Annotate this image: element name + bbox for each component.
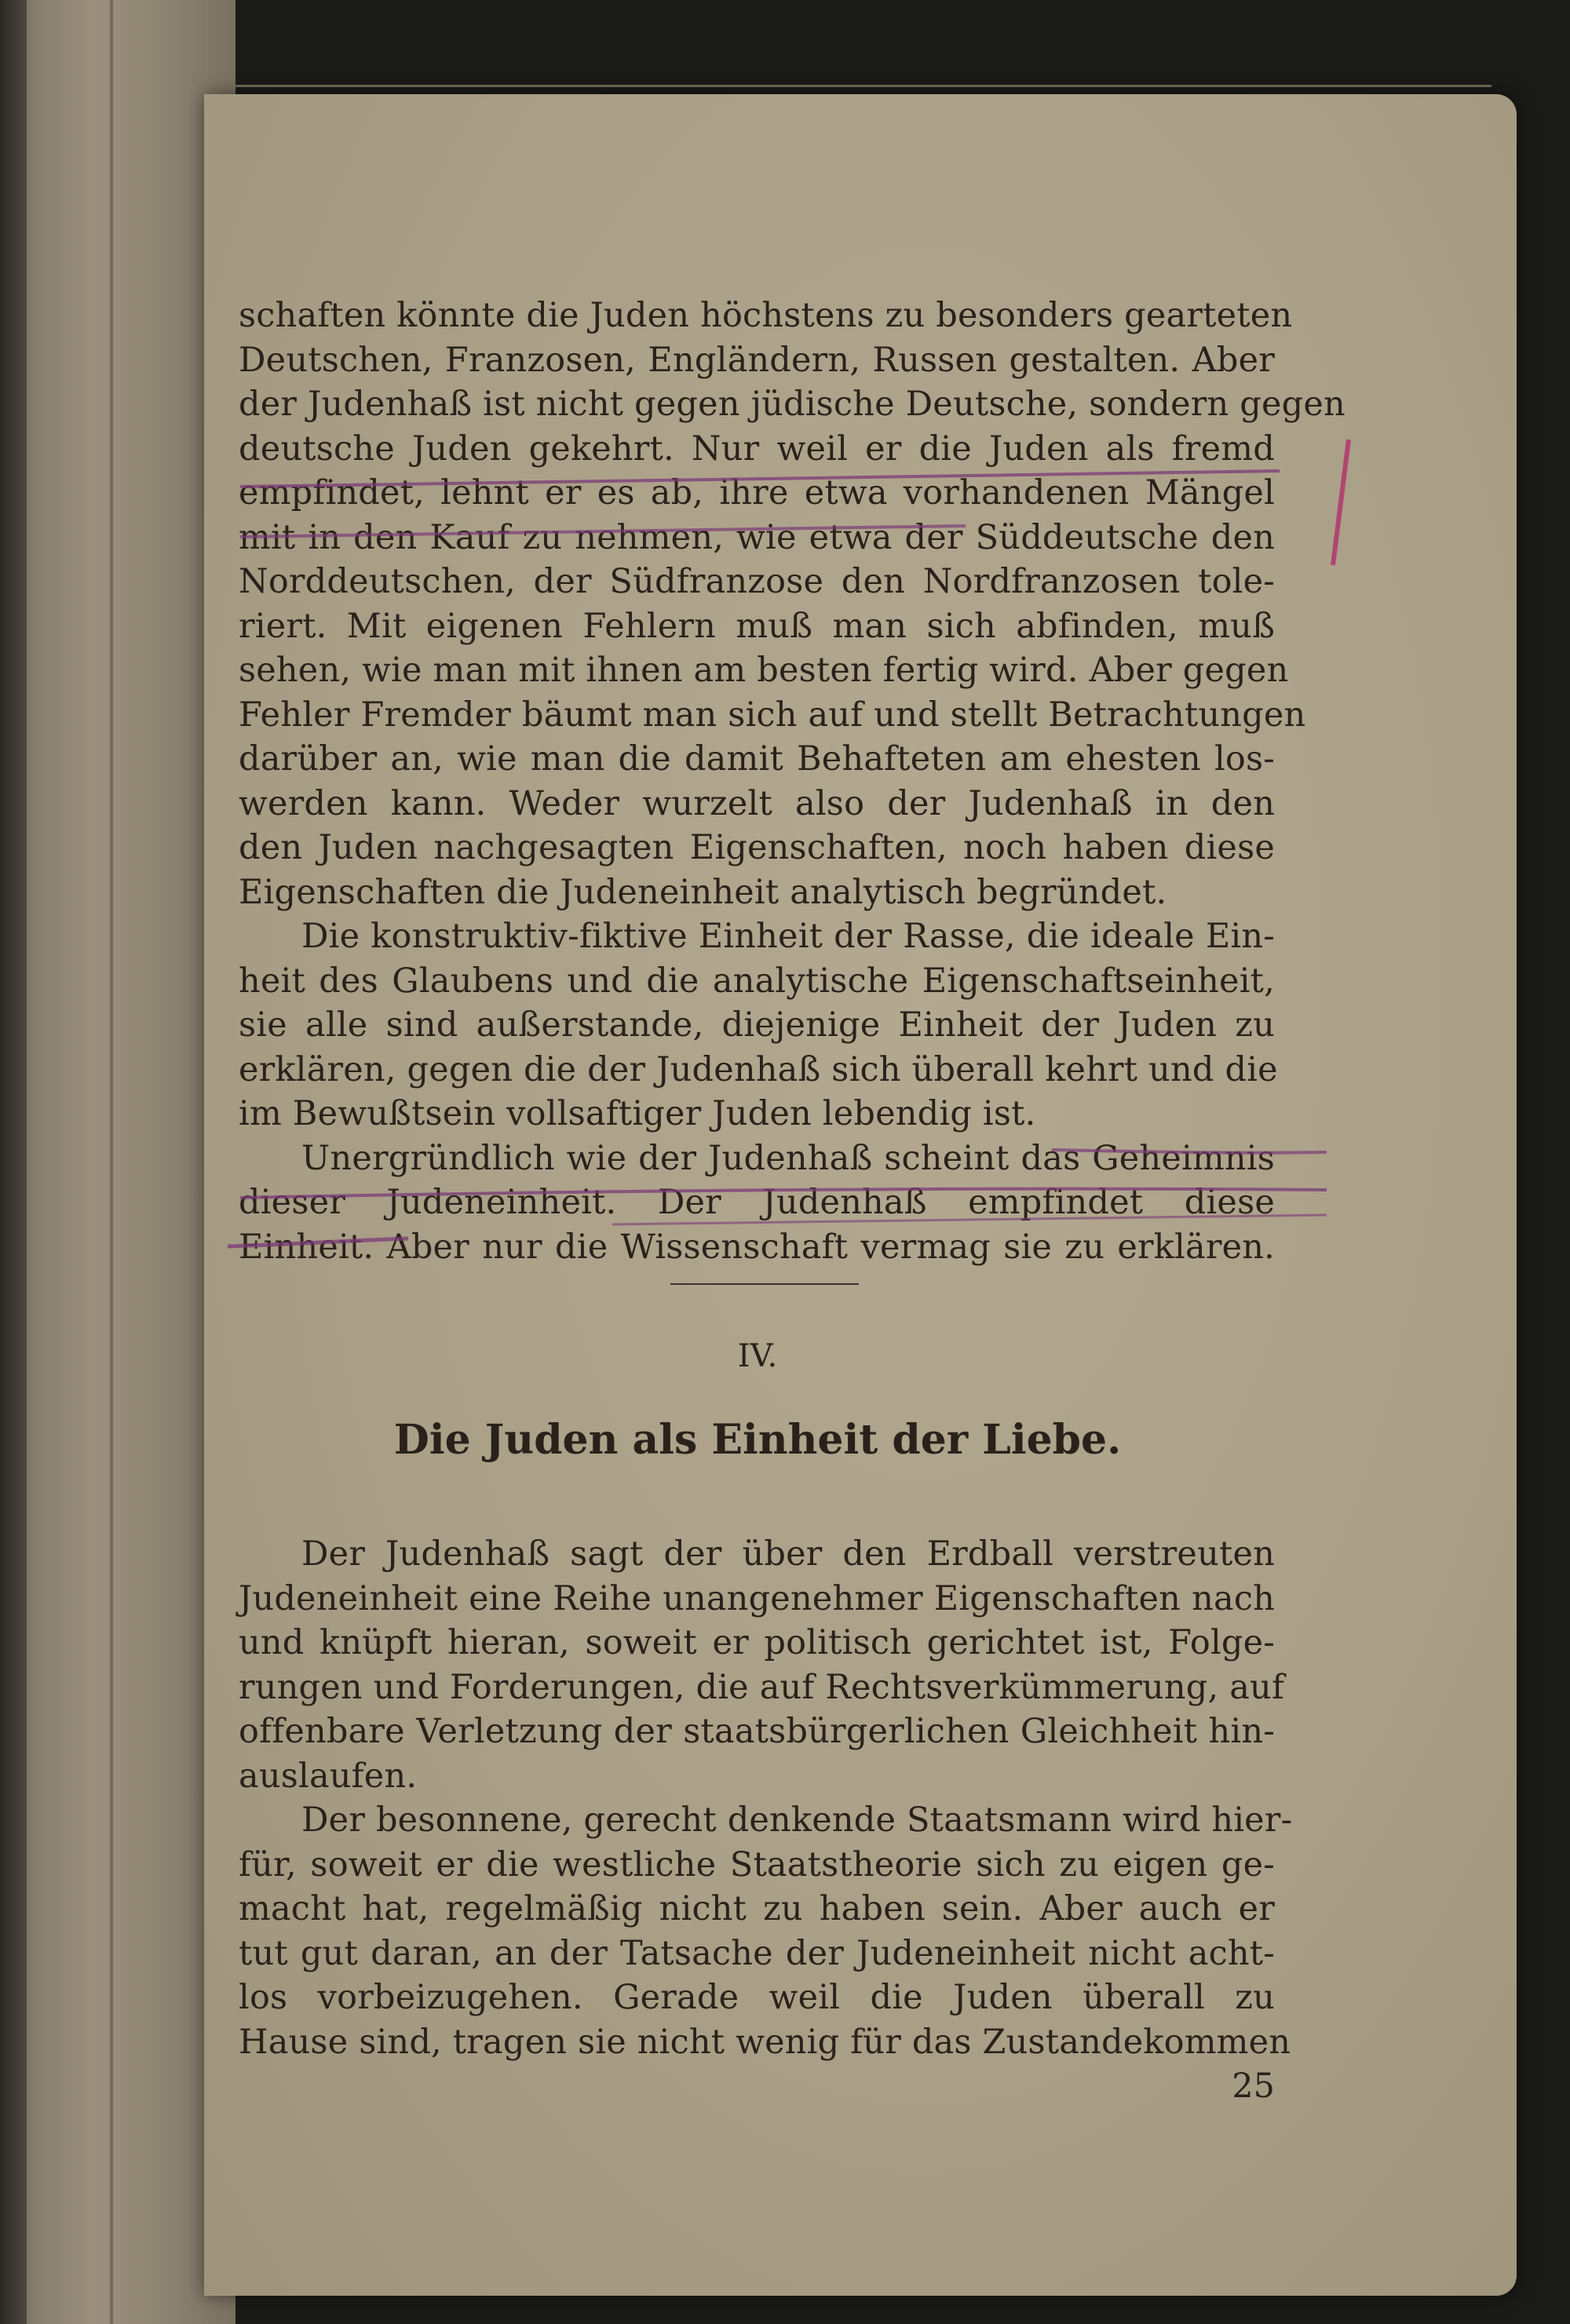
page-number: 25 xyxy=(1232,2067,1275,2106)
book-binding-edge xyxy=(0,0,27,2324)
text-line: der Judenhaß ist nicht gegen jüdische Deutsche, sondern gegen xyxy=(239,385,1345,424)
text-line: Deutschen, Franzosen, Engländern, Russen gestalten. Aber xyxy=(239,340,1275,380)
text-line: schaften könnte die Juden höchstens zu besonders gearteten xyxy=(239,296,1293,335)
text-line: riert. Mit eigenen Fehlern muß man sich abfinden, muß xyxy=(239,606,1275,646)
lower-text-block xyxy=(239,1532,1293,2064)
book-spine xyxy=(0,0,236,2324)
text-line: Norddeutschen, der Südfranzose den Nordfranzosen tole- xyxy=(239,562,1275,601)
text-line: heit des Glaubens und die analytische Eigenschaftseinheit, xyxy=(239,961,1275,1001)
spine-crease xyxy=(110,0,113,2324)
section-divider xyxy=(670,1283,859,1285)
upper-text-block xyxy=(239,294,1345,1269)
text-line: tut gut daran, an der Tatsache der Judeneinheit nicht acht- xyxy=(239,1933,1275,1973)
text-line: offenbare Verletzung der staatsbürgerlichen Gleichheit hin- xyxy=(239,1712,1275,1751)
text-line: darüber an, wie man die damit Behafteten am ehesten los- xyxy=(239,739,1275,779)
text-line: Der besonnene, gerecht denkende Staatsmann wird hier- xyxy=(301,1800,1293,1840)
text-line: erklären, gegen die der Judenhaß sich überall kehrt und die xyxy=(239,1049,1278,1089)
text-line: Einheit. Aber nur die Wissenschaft vermag sie zu erklären. xyxy=(239,1227,1275,1267)
section-heading: Die Juden als Einheit der Liebe. xyxy=(393,1416,1122,1464)
text-line: Fehler Fremder bäumt man sich auf und stellt Betrachtungen xyxy=(239,695,1306,735)
section-numeral: IV. xyxy=(737,1338,778,1374)
page-top-edge xyxy=(236,85,1492,87)
text-line: rungen und Forderungen, die auf Rechtsverkümmerung, auf xyxy=(239,1667,1285,1707)
text-line: Judeneinheit eine Reihe unangenehmer Eigenschaften nach xyxy=(239,1578,1275,1618)
text-line: auslaufen. xyxy=(239,1756,418,1796)
text-line: sehen, wie man mit ihnen am besten fertig wird. Aber gegen xyxy=(239,651,1289,690)
text-line: Die konstruktiv-fiktive Einheit der Rasse, die ideale Ein- xyxy=(301,917,1275,956)
text-line: für, soweit er die westliche Staatstheorie sich zu eigen ge- xyxy=(239,1844,1275,1884)
text-line: empfindet, lehnt er es ab, ihre etwa vorhandenen Mängel xyxy=(239,473,1275,513)
text-line: Der Judenhaß sagt der über den Erdball verstreuten xyxy=(301,1534,1275,1574)
text-line: mit in den Kauf zu nehmen, wie etwa der Süddeutsche den xyxy=(239,517,1275,557)
text-line: den Juden nachgesagten Eigenschaften, noch haben diese xyxy=(239,828,1275,867)
text-line: Unergründlich wie der Judenhaß scheint das Geheimnis xyxy=(301,1138,1275,1178)
text-line: deutsche Juden gekehrt. Nur weil er die Juden als fremd xyxy=(239,429,1275,469)
text-line: macht hat, regelmäßig nicht zu haben sein. Aber auch er xyxy=(239,1889,1275,1928)
text-line: sie alle sind außerstande, diejenige Einheit der Juden zu xyxy=(239,1005,1275,1045)
text-line: Eigenschaften die Judeneinheit analytisch begründet. xyxy=(239,872,1167,912)
text-line: Hause sind, tragen sie nicht wenig für das Zustandekommen xyxy=(239,2022,1291,2062)
text-line: im Bewußtsein vollsaftiger Juden lebendig ist. xyxy=(239,1094,1036,1133)
text-line: und knüpft hieran, soweit er politisch gerichtet ist, Folge- xyxy=(239,1623,1275,1662)
text-line: los vorbeizugehen. Gerade weil die Juden überall zu xyxy=(239,1978,1275,2017)
text-line: dieser Judeneinheit. Der Judenhaß empfindet diese xyxy=(239,1183,1275,1222)
text-line: werden kann. Weder wurzelt also der Judenhaß in den xyxy=(239,783,1275,823)
